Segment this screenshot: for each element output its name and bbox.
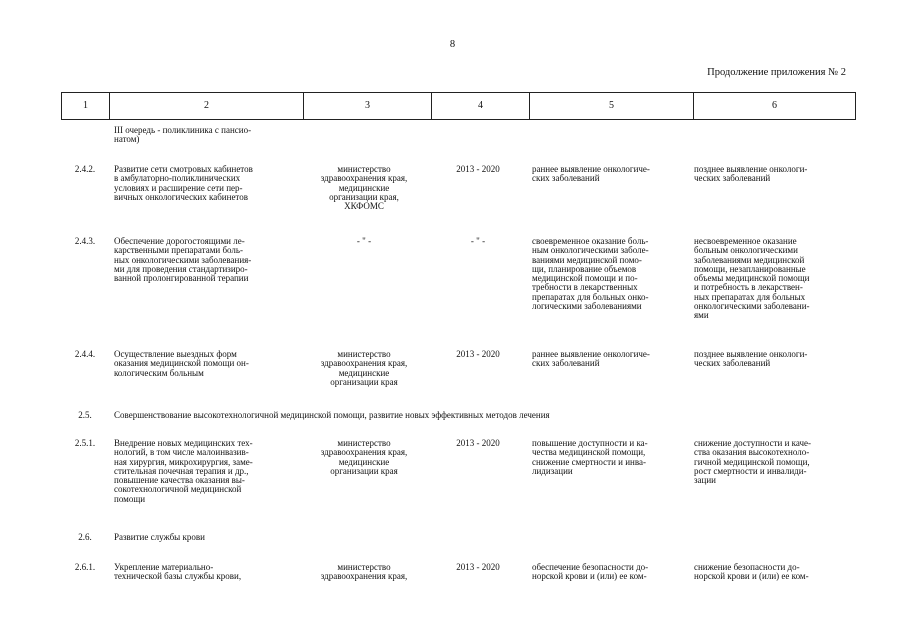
row-2-consequence: несвоевременное оказание больным онкологическими заболеваниями медицинской помощи, незапланированные объемы медицинской помощи и потребность в лекарствен- ных препаратах для больных онкологическими заболевани- ями xyxy=(694,236,810,321)
row-7-result: обеспечение безопасности до- норской крови и (или) ее ком- xyxy=(532,562,649,582)
row-6-number: 2.6. xyxy=(78,532,92,542)
row-2-number: 2.4.3. xyxy=(74,236,96,246)
row-7-task: Укрепление материально- технической базы службы крови, xyxy=(114,562,242,582)
row-7-executor: министерство здравоохранения края, xyxy=(320,562,408,582)
row-7-period: 2013 - 2020 xyxy=(456,562,500,572)
row-1-executor: министерство здравоохранения края, медицинские организации края, ХКФОМС xyxy=(320,164,408,212)
continuation-label: Продолжение приложения № 2 xyxy=(707,67,846,78)
row-2-task: Обеспечение дорогостоящими ле- карственными препаратами боль- ных онкологическими заболевания- ми для проведения стандартизиро- ванной пролонгированной терапии xyxy=(114,236,252,284)
row-2-result: своевременное оказание боль- ным онкологическими заболе- ваниями медицинской помо- щи, планирование объемов медицинской помощи и по- требности в лекарственных препаратах для больных онко- логическими заболеваниями xyxy=(532,236,649,312)
row-7-consequence: снижение безопасности до- норской крови и (или) ее ком- xyxy=(694,562,809,582)
row-3-executor: министерство здравоохранения края, медицинские организации края xyxy=(320,349,408,387)
row-4-number: 2.5. xyxy=(78,410,92,420)
row-5-consequence: снижение доступности и каче- ства оказания высокотехноло- гичной медицинской помощи, рост смертности и инвалиди- зации xyxy=(694,438,812,486)
row-5-task: Внедрение новых медицинских тех- нологий, в том числе малоинвазив- ная хирургия, микрохирургия, заме- стительная почечная терапия и др., повышение качества оказания вы- сокотехнологичной медицинской помощи xyxy=(114,438,253,504)
header-col-4: 4 xyxy=(478,100,483,111)
row-6-section-title: Развитие службы крови xyxy=(114,532,205,542)
row-1-task: Развитие сети смотровых кабинетов в амбулаторно-поликлинических условиях и расширение сети пер- вичных онкологических кабинетов xyxy=(114,164,253,202)
row-0-task: III очередь - поликлиника с пансио- натом) xyxy=(114,125,252,145)
row-4-section-title: Совершенствование высокотехнологичной медицинской помощи, развитие новых эффективных методов лечения xyxy=(114,410,550,420)
row-2-period: - " - xyxy=(470,236,486,246)
row-5-result: повышение доступности и ка- чества медицинской помощи, снижение смертности и инва- лидизации xyxy=(532,438,648,476)
row-1-period: 2013 - 2020 xyxy=(456,164,500,174)
row-1-result: раннее выявление онкологиче- ских заболеваний xyxy=(532,164,650,184)
row-1-consequence: позднее выявление онкологи- ческих заболеваний xyxy=(694,164,808,184)
header-col-2: 2 xyxy=(204,100,209,111)
row-5-period: 2013 - 2020 xyxy=(456,438,500,448)
row-3-period: 2013 - 2020 xyxy=(456,349,500,359)
header-col-3: 3 xyxy=(365,100,370,111)
row-1-number: 2.4.2. xyxy=(74,164,96,174)
row-5-executor: министерство здравоохранения края, медицинские организации края xyxy=(320,438,408,476)
row-7-number: 2.6.1. xyxy=(74,562,96,572)
header-col-1: 1 xyxy=(83,100,88,111)
header-col-6: 6 xyxy=(772,100,777,111)
row-3-result: раннее выявление онкологиче- ских заболеваний xyxy=(532,349,650,369)
header-col-5: 5 xyxy=(609,100,614,111)
page-number: 8 xyxy=(449,39,456,50)
row-3-consequence: позднее выявление онкологи- ческих заболеваний xyxy=(694,349,808,369)
table-header xyxy=(61,92,856,120)
row-5-number: 2.5.1. xyxy=(74,438,96,448)
row-3-task: Осуществление выездных форм оказания медицинской помощи он- кологическим больным xyxy=(114,349,249,378)
row-2-executor: - " - xyxy=(356,236,372,246)
row-3-number: 2.4.4. xyxy=(74,349,96,359)
